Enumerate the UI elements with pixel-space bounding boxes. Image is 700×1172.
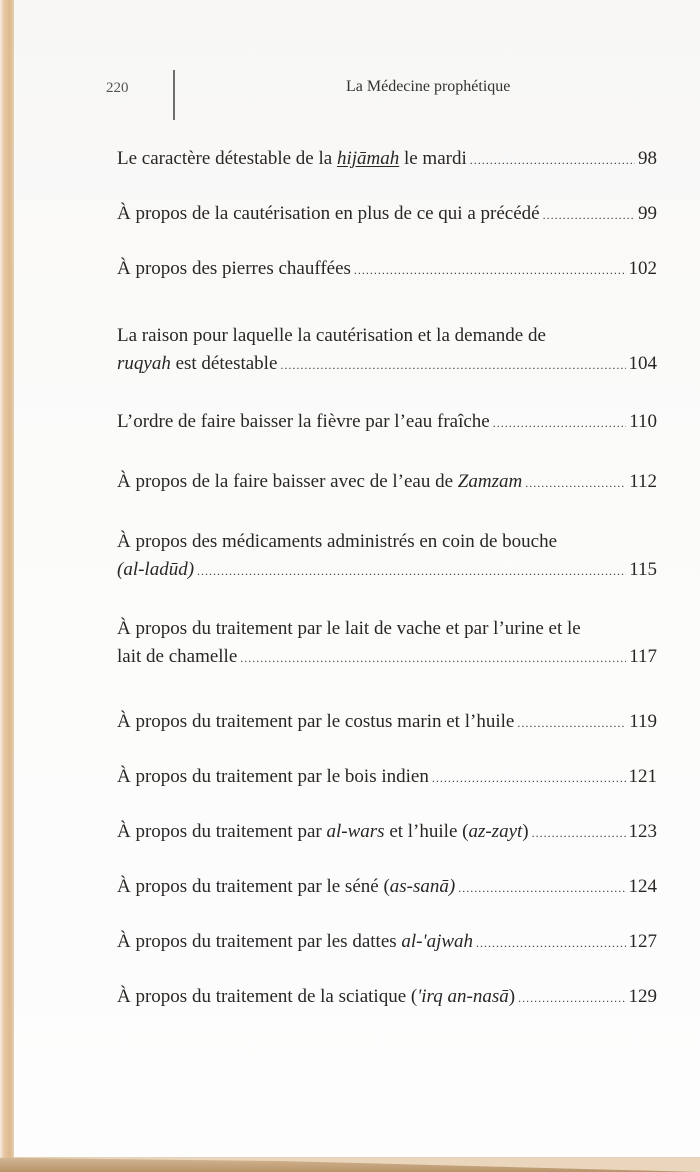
dot-leader [197,557,626,585]
toc-page-number: 121 [628,766,657,787]
dot-leader [517,709,626,737]
toc-entry-title: À propos du traitement par le séné (as-sanā) [117,876,456,897]
toc-entry[interactable] [117,408,657,437]
toc-entry[interactable] [117,255,657,284]
toc-entry-title: À propos du traitement par le costus marin et l’huile [117,711,515,732]
toc-page-number: 112 [629,471,657,492]
dot-leader [518,984,625,1012]
dot-leader [476,929,625,957]
toc-page-number: 124 [628,876,657,897]
dot-leader [532,819,626,847]
toc-entry-title: À propos de la cautérisation en plus de ce qui a précédé [117,203,540,224]
toc-entry-title: (al-ladūd) [117,559,195,580]
toc-entry-title: À propos de la faire baisser avec de l’eau de Zamzam [117,471,523,492]
toc-entry-title-line: À propos des médicaments administrés en coin de bouche [117,531,558,552]
page-number: 220 [106,80,129,96]
toc-page-number: 99 [638,203,657,224]
toc-entry-title: À propos du traitement par le bois indien [117,766,429,787]
dot-leader [280,351,625,379]
toc-entry-title-line: La raison pour laquelle la cautérisation et la demande de [117,325,546,346]
dot-leader [525,469,626,497]
dot-leader [432,764,626,792]
toc-entry-title: L’ordre de faire baisser la fièvre par l’eau fraîche [117,411,490,432]
dot-leader [470,146,635,174]
toc-page-number: 115 [629,559,657,580]
toc-entry[interactable] [117,615,657,672]
toc-entry-title: À propos des pierres chauffées [117,258,351,279]
toc-page-number: 104 [628,353,657,374]
dot-leader [543,201,635,229]
toc-entry-title: Le caractère détestable de la hijāmah le mardi [117,148,467,169]
toc-entry-title: À propos du traitement par al-wars et l’huile (az-zayt) [117,821,529,842]
toc-entry[interactable] [117,528,657,585]
toc-entry[interactable] [117,322,657,379]
toc-page-number: 102 [628,258,657,279]
toc-entry[interactable] [117,873,657,902]
toc-page-number: 110 [629,411,657,432]
header-divider [173,70,175,120]
toc-entry-title: ruqyah est détestable [117,353,278,374]
toc-entry[interactable] [117,145,657,174]
toc-page-number: 129 [628,986,657,1007]
toc-entry[interactable] [117,928,657,957]
toc-page-number: 98 [638,148,657,169]
toc-page-number: 117 [629,646,657,667]
dot-leader [458,874,625,902]
dot-leader [354,256,626,284]
toc-entry-title: lait de chamelle [117,646,238,667]
toc-entry[interactable] [117,983,657,1012]
running-title: La Médecine prophétique [346,78,511,95]
toc-entry[interactable] [117,818,657,847]
book-page-edge [0,0,14,1172]
toc-entry[interactable] [117,708,657,737]
toc-page-number: 123 [628,821,657,842]
toc-entry-title: À propos du traitement de la sciatique ('irq an-nasā) [117,986,516,1007]
toc-entry[interactable] [117,763,657,792]
page-header [96,70,656,120]
toc-page-number: 127 [628,931,657,952]
toc-page-number: 119 [629,711,657,732]
toc-entry[interactable] [117,468,657,497]
dot-leader [240,644,626,672]
toc-entry-title: À propos du traitement par les dattes al-'ajwah [117,931,474,952]
toc-entry-title-line: À propos du traitement par le lait de vache et par l’urine et le [117,618,581,639]
dot-leader [493,409,626,437]
toc-entry[interactable] [117,200,657,229]
